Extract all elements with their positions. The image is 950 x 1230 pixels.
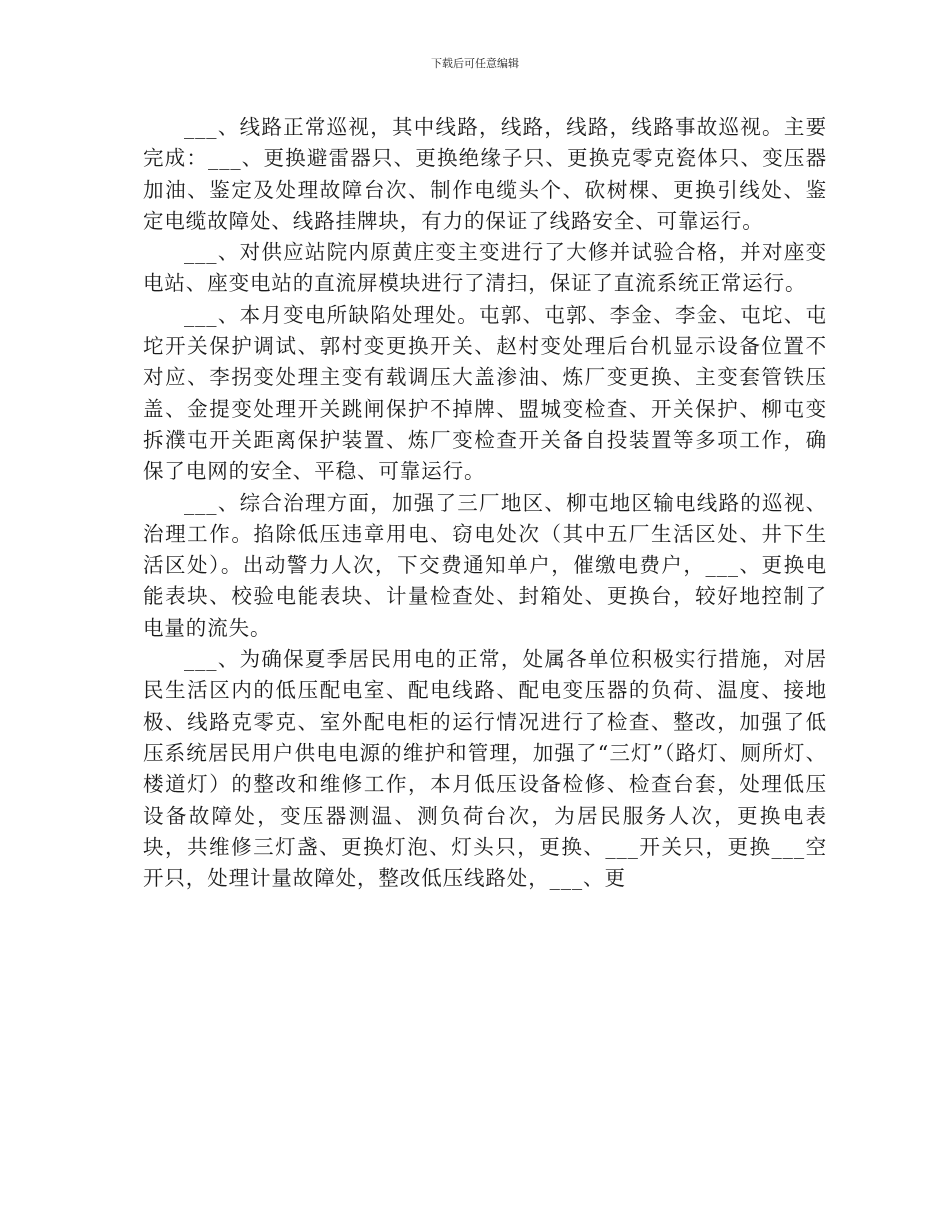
page-header: 下载后可任意编辑 xyxy=(431,57,519,70)
paragraph-line-inspection: ___、线路正常巡视，其中线路，线路，线路，线路事故巡视。主要完成：___、更换避雷器只、更换绝缘子只、更换克零克瓷体只、变压器加油、鉴定及处理故障台次、制作电缆头个、砍树棵、更换引线处、鉴定电缆故障处、线路挂牌块，有力的保证了线路安全、可靠运行。 xyxy=(143,115,827,233)
paragraph-substation-maintenance: ___、对供应站院内原黄庄变主变进行了大修并试验合格，并对座变电站、座变电站的直流屏模块进行了清扫，保证了直流系统正常运行。 xyxy=(143,240,827,296)
paragraph-summer-power-supply: ___、为确保夏季居民用电的正常，处属各单位积极实行措施，对居民生活区内的低压配电室、配电线路、配电变压器的负荷、温度、接地极、线路克零克、室外配电柜的运行情况进行了检查、整改，加强了低压系统居民用户供电电源的维护和管理，加强了“三灯”（路灯、厕所灯、楼道灯）的整改和维修工作，本月低压设备检修、检查台套，处理低压设备故障处，变压器测温、测负荷台次，为居民服务人次，更换电表块，共维修三灯盏、更换灯泡、灯头只，更换、___开关只，更换___空开只，处理计量故障处，整改低压线路处，___、更 xyxy=(143,647,827,891)
paragraph-defect-handling: ___、本月变电所缺陷处理处。屯郭、屯郭、李金、李金、屯坨、屯坨开关保护调试、郭村变更换开关、赵村变处理后台机显示设备位置不对应、李拐变处理主变有载调压大盖渗油、炼厂变更换、主变套管铁压盖、金提变处理开关跳闸保护不掉牌、盟城变检查、开关保护、柳屯变拆濮屯开关距离保护装置、炼厂变检查开关备自投装置等多项工作，确保了电网的安全、平稳、可靠运行。 xyxy=(143,302,827,484)
document-body xyxy=(143,112,827,894)
paragraph-comprehensive-governance: ___、综合治理方面，加强了三厂地区、柳屯地区输电线路的巡视、治理工作。掐除低压违章用电、窃电处次（其中五厂生活区处、井下生活区处）。出动警力人次，下交费通知单户，催缴电费户，___、更换电能表块、校验电能表块、计量检查处、封箱处、更换台，较好地控制了电量的流失。 xyxy=(143,490,827,640)
